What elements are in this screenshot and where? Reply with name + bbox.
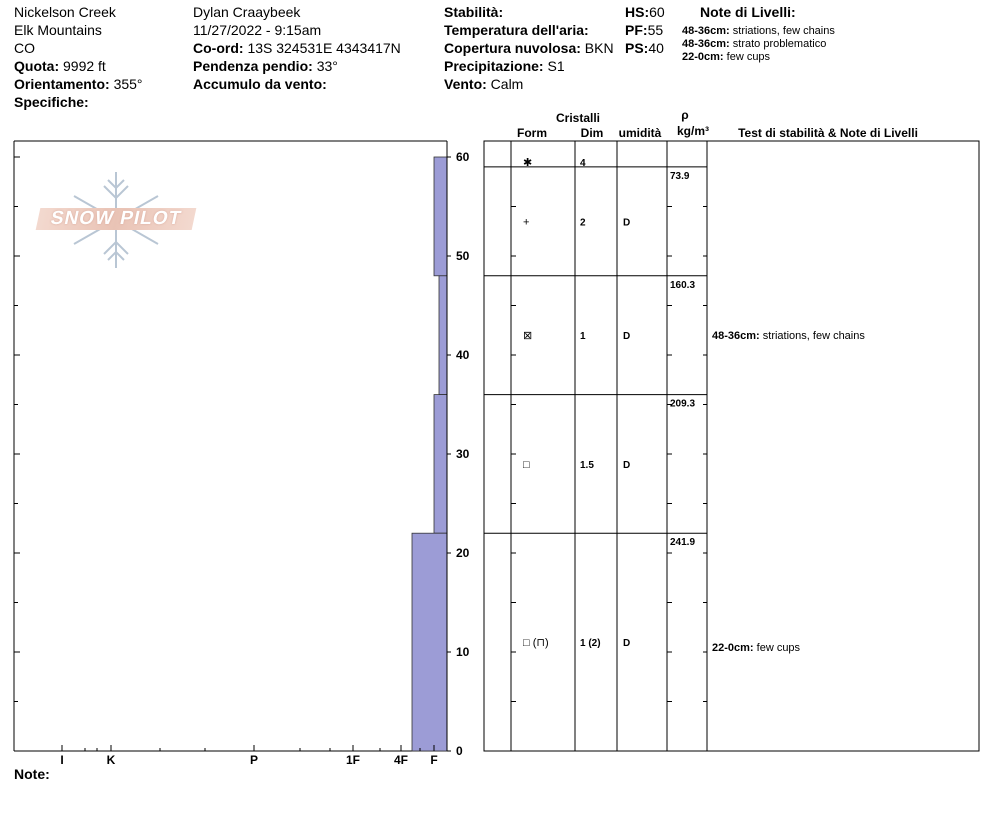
- hardness-bar: [434, 395, 447, 534]
- stability-note-range: 48-36cm:: [712, 330, 763, 343]
- layer-size: 1: [580, 331, 586, 343]
- hardness-tick-label: P: [249, 753, 259, 767]
- air-temp-label: Temperatura dell'aria:: [444, 22, 589, 38]
- layer-moisture: D: [623, 638, 631, 650]
- hs-value: 60: [649, 4, 665, 20]
- layer-note-range: 48-36cm:: [682, 38, 730, 50]
- stability-note-range: 22-0cm:: [712, 642, 757, 655]
- layer-form: ✱: [523, 156, 533, 169]
- aspect-label: Orientamento:: [14, 76, 110, 92]
- observer-name: Dylan Craaybeek: [193, 4, 301, 20]
- layer-moisture: D: [623, 331, 631, 343]
- layer-form: ⊠: [523, 330, 533, 343]
- stability-note: [712, 330, 865, 342]
- pf-label: PF:: [625, 22, 648, 38]
- coord-label: Co-ord:: [193, 40, 244, 56]
- layer-size: 4: [580, 157, 586, 169]
- layer-note-text: strato problematico: [732, 38, 827, 50]
- stability-label: Stabilità:: [444, 4, 504, 20]
- aspect-value: 355°: [113, 76, 143, 92]
- wind-value: Calm: [490, 76, 524, 92]
- wind-label: Vento:: [444, 76, 487, 92]
- stability-notes-header: Test di stabilità & Note di Livelli: [738, 126, 918, 140]
- layer-size: 2: [580, 217, 586, 229]
- layer-note-text: striations, few chains: [732, 25, 835, 37]
- depth-tick-label: 60: [456, 150, 470, 164]
- layer-density: 209.3: [670, 398, 696, 410]
- precip-value: S1: [547, 58, 565, 74]
- observation-datetime: 11/27/2022 - 9:15am: [193, 22, 322, 38]
- depth-tick-label: 0: [456, 744, 463, 758]
- layer-moisture: D: [623, 459, 631, 471]
- stability-note-text: few cups: [756, 642, 801, 655]
- depth-tick-label: 50: [456, 249, 470, 263]
- hardness-tick-label: F: [430, 753, 438, 767]
- state: CO: [14, 40, 35, 56]
- layer-density: 73.9: [670, 170, 690, 182]
- hardness-tick-label: K: [106, 753, 116, 767]
- elevation-value: 9992 ft: [63, 58, 106, 74]
- location-name: Nickelson Creek: [14, 4, 116, 20]
- layer-form: +: [523, 216, 530, 229]
- layer-note-range: 22-0cm:: [682, 51, 724, 63]
- layer-density: 241.9: [670, 537, 696, 549]
- stability-note: [712, 642, 801, 654]
- notes-label: Note:: [14, 766, 50, 782]
- crystal-table-border: [484, 141, 979, 751]
- mountain-range: Elk Mountains: [14, 22, 102, 38]
- hardness-bar: [439, 276, 447, 395]
- specifics-label: Specifiche:: [14, 94, 89, 110]
- sky-value: BKN: [584, 40, 614, 56]
- hardness-bar: [412, 533, 447, 751]
- layer-size: 1 (2): [580, 638, 601, 650]
- elevation-label: Quota:: [14, 58, 60, 74]
- rho-header: ρ: [681, 108, 689, 122]
- layer-note-text: few cups: [726, 51, 771, 63]
- size-header: Dim: [580, 126, 604, 140]
- depth-tick-label: 20: [456, 546, 470, 560]
- layer-form: □: [523, 458, 530, 471]
- crystals-header: Cristalli: [555, 111, 600, 125]
- depth-tick-label: 30: [456, 447, 470, 461]
- depth-tick-label: 10: [456, 645, 470, 659]
- layer-size: 1.5: [580, 459, 594, 471]
- moisture-header: umidità: [618, 126, 662, 140]
- sky-label: Copertura nuvolosa:: [444, 40, 581, 56]
- hs-label: HS:: [625, 4, 650, 20]
- coord-value: 13S 324531E 4343417N: [247, 40, 401, 56]
- density-unit-header: kg/m³: [676, 124, 709, 138]
- form-header: Form: [517, 126, 547, 140]
- layer-density: 160.3: [670, 279, 696, 291]
- logo-text: SNOW PILOT: [36, 208, 197, 230]
- hardness-tick-label: 1F: [345, 753, 361, 767]
- ps-label: PS:: [625, 40, 649, 56]
- ps-value: 40: [648, 40, 664, 56]
- pf-value: 55: [647, 22, 664, 38]
- stability-note-text: striations, few chains: [762, 330, 865, 343]
- slope-value: 33°: [316, 58, 338, 74]
- wind-loading-label: Accumulo da vento:: [193, 76, 327, 92]
- hardness-tick-label: I: [60, 753, 64, 767]
- slope-label: Pendenza pendio:: [193, 58, 313, 74]
- layer-form: □ (⊓): [523, 637, 549, 650]
- hardness-bar: [434, 157, 447, 276]
- layer-note-range: 48-36cm:: [682, 25, 730, 37]
- precip-label: Precipitazione:: [444, 58, 544, 74]
- layer-notes-title: Note di Livelli:: [700, 4, 796, 20]
- layer-moisture: D: [623, 217, 631, 229]
- hardness-tick-label: 4F: [393, 753, 409, 767]
- depth-tick-label: 40: [456, 348, 470, 362]
